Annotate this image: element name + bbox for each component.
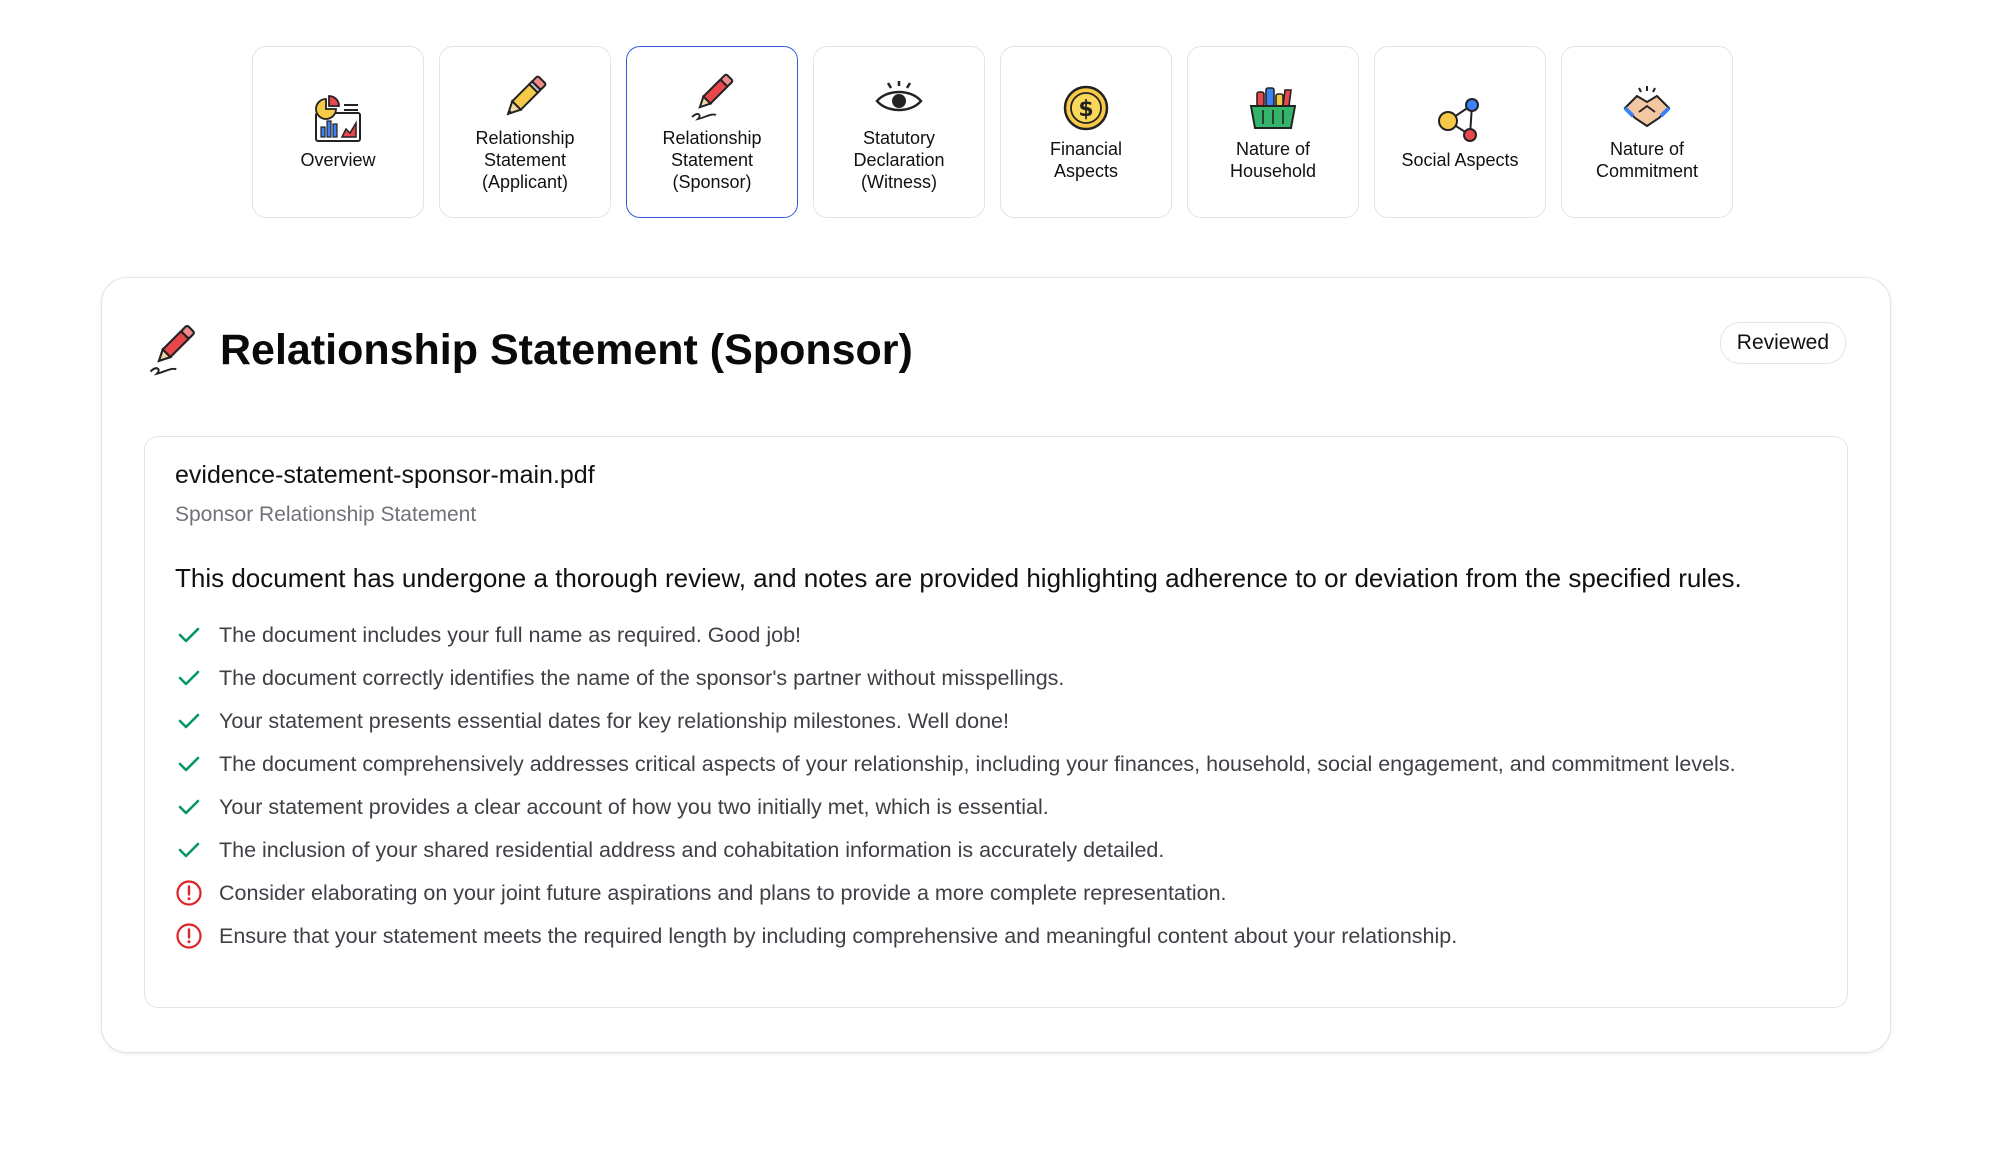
dollar-coin-icon <box>1060 82 1112 134</box>
tab-label: Relationship Statement (Applicant) <box>475 128 575 192</box>
tab-label: Statutory Declaration (Witness) <box>853 128 945 192</box>
finding-item <box>175 836 1815 865</box>
finding-text: Your statement provides a clear account of how you two initially met, which is essential. <box>219 795 1049 819</box>
tab-label: Nature of Household <box>1229 139 1317 181</box>
finding-text: Ensure that your statement meets the required length by including comprehensive and meaningful content about your relationship. <box>219 924 1458 948</box>
finding-item <box>175 750 1815 779</box>
finding-item <box>175 621 1815 650</box>
document-subtitle: Sponsor Relationship Statement <box>175 503 477 526</box>
pencil-icon <box>499 71 551 123</box>
check-icon <box>175 750 203 778</box>
document-filename[interactable]: evidence-statement-sponsor-main.pdf <box>175 461 595 489</box>
section-title: Relationship Statement (Sponsor) <box>220 325 913 374</box>
finding-item <box>175 922 1815 951</box>
tab-label: Financial Aspects <box>1049 139 1123 181</box>
finding-text: Your statement presents essential dates for key relationship milestones. Well done! <box>219 709 1009 733</box>
tab-social-aspects[interactable] <box>1374 46 1546 218</box>
tab-label: Nature of Commitment <box>1595 139 1698 181</box>
tab-label: Overview <box>300 150 376 170</box>
finding-item <box>175 793 1815 822</box>
eye-icon <box>873 71 925 123</box>
check-icon <box>175 664 203 692</box>
alert-circle-icon <box>175 879 203 907</box>
finding-text: Consider elaborating on your joint future aspirations and plans to provide a more complete representation. <box>219 881 1227 905</box>
svg-text:$: $ <box>1078 97 1094 122</box>
tab-statutory-declaration-witness[interactable] <box>813 46 985 218</box>
check-icon <box>175 836 203 864</box>
check-icon <box>175 707 203 735</box>
tab-nature-of-commitment[interactable] <box>1561 46 1733 218</box>
finding-item <box>175 707 1815 736</box>
social-network-icon <box>1434 93 1486 145</box>
pen-signature-icon <box>144 322 200 378</box>
tab-label: Social Aspects <box>1401 150 1519 170</box>
tab-nature-of-household[interactable] <box>1187 46 1359 218</box>
finding-text: The document comprehensively addresses critical aspects of your relationship, including your finances, household, social engagement, and commitment levels. <box>219 752 1736 776</box>
section-tabs <box>252 46 1733 218</box>
tab-relationship-statement-sponsor[interactable] <box>626 46 798 218</box>
review-summary: This document has undergone a thorough review, and notes are provided highlighting adherence to or deviation from the specified rules. <box>175 563 1742 593</box>
chart-dashboard-icon <box>312 93 364 145</box>
check-icon <box>175 621 203 649</box>
check-icon <box>175 793 203 821</box>
alert-circle-icon <box>175 922 203 950</box>
handshake-icon <box>1621 82 1673 134</box>
household-basket-icon <box>1247 82 1299 134</box>
tab-label: Relationship Statement (Sponsor) <box>662 128 762 192</box>
finding-item <box>175 664 1815 693</box>
finding-item <box>175 879 1815 908</box>
tab-relationship-statement-applicant[interactable] <box>439 46 611 218</box>
document-review-panel <box>144 436 1848 1008</box>
findings-list <box>175 621 1815 965</box>
tab-overview[interactable] <box>252 46 424 218</box>
section-card <box>101 277 1891 1053</box>
pen-signature-icon <box>686 71 738 123</box>
finding-text: The document includes your full name as required. Good job! <box>219 623 802 647</box>
status-badge: Reviewed <box>1720 322 1846 364</box>
finding-text: The document correctly identifies the name of the sponsor's partner without misspellings. <box>219 666 1065 690</box>
section-header <box>144 322 913 378</box>
finding-text: The inclusion of your shared residential address and cohabitation information is accurately detailed. <box>219 838 1165 862</box>
tab-financial-aspects[interactable] <box>1000 46 1172 218</box>
